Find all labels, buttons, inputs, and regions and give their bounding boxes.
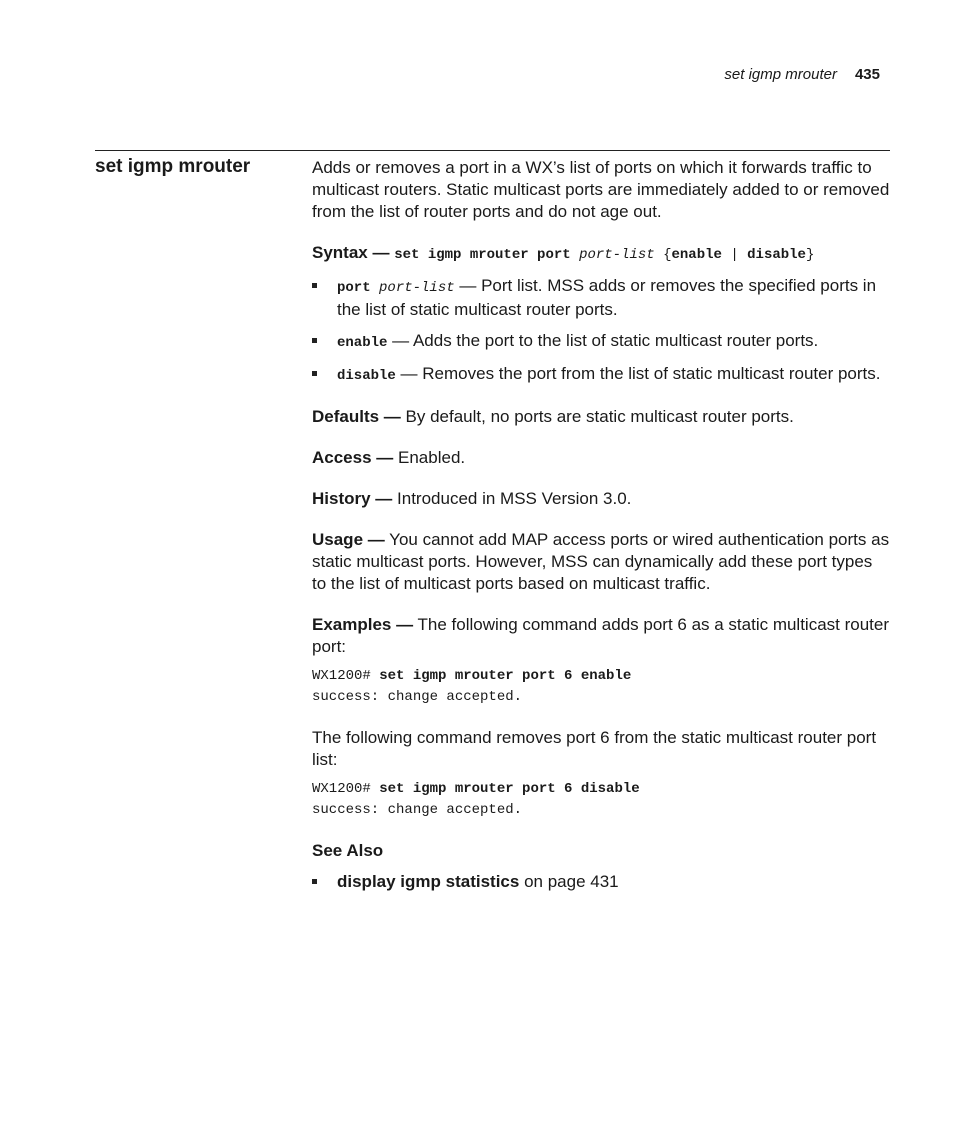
see-also-list [312, 871, 890, 893]
usage-text: You cannot add MAP access ports or wired authentication ports as static multicast ports. However, MSS can dynamically add these port types to the list of multicast ports based on multicast traffic. [312, 530, 890, 593]
history-text: Introduced in MSS Version 3.0. [397, 489, 632, 508]
code-example-enable [312, 666, 890, 708]
see-also-heading: See Also [312, 841, 384, 860]
param-description: — Port list. MSS adds or removes the specified ports in the list of static multicast router ports. [337, 276, 877, 319]
examples-paragraph-2: The following command removes port 6 from the static multicast router port list: [312, 728, 877, 769]
parameter-list [312, 275, 890, 387]
section-rule [95, 150, 890, 151]
history-label: History — [312, 489, 393, 508]
syntax-line [312, 242, 890, 266]
syntax-pipe: | [730, 247, 739, 263]
page-number: 435 [854, 66, 880, 83]
defaults-text: By default, no ports are static multicast router ports. [405, 407, 794, 426]
param-keyword: port [337, 280, 371, 296]
section-body [312, 157, 890, 893]
syntax-param: port-list [579, 247, 655, 263]
param-keyword: disable [337, 368, 396, 384]
list-item [312, 275, 890, 321]
cli-command: set igmp mrouter port 6 enable [379, 668, 632, 684]
running-header-title: set igmp mrouter [724, 66, 837, 83]
code-example-disable [312, 779, 890, 821]
section-title: set igmp mrouter [95, 156, 251, 177]
access-paragraph [312, 447, 890, 469]
list-item [312, 363, 890, 387]
history-paragraph [312, 488, 890, 510]
list-item [312, 330, 890, 354]
examples-label: Examples — [312, 615, 414, 634]
defaults-paragraph [312, 406, 890, 428]
param-description: — Adds the port to the list of static multicast router ports. [392, 331, 819, 350]
see-also-page-ref: on page 431 [519, 872, 619, 891]
intro-paragraph: Adds or removes a port in a WX’s list of ports on which it forwards traffic to multicast routers. Static multicast ports are immediately added to or removed from the list of router ports and do not age out. [312, 158, 890, 221]
access-text: Enabled. [398, 448, 466, 467]
param-keyword: enable [337, 335, 388, 351]
syntax-command: set igmp mrouter port [394, 247, 571, 263]
cli-prompt: WX1200# [312, 668, 380, 684]
cli-output: success: change accepted. [312, 689, 523, 705]
syntax-option-enable: enable [671, 247, 722, 263]
syntax-close-brace: } [805, 247, 815, 263]
running-header [724, 66, 880, 83]
param-arg: port-list [379, 280, 455, 296]
access-label: Access — [312, 448, 394, 467]
syntax-option-disable: disable [747, 247, 806, 263]
cli-output: success: change accepted. [312, 802, 523, 818]
cli-prompt: WX1200# [312, 781, 380, 797]
param-description: — Removes the port from the list of static multicast router ports. [400, 364, 881, 383]
syntax-label: Syntax — [312, 243, 390, 262]
usage-paragraph [312, 529, 890, 595]
defaults-label: Defaults — [312, 407, 401, 426]
examples-paragraph [312, 614, 890, 658]
examples-text: The following command adds port 6 as a static multicast router port: [312, 615, 890, 656]
usage-label: Usage — [312, 530, 385, 549]
see-also-link[interactable]: display igmp statistics [337, 872, 520, 891]
list-item [312, 871, 890, 893]
syntax-open-brace: { [663, 247, 672, 263]
cli-command: set igmp mrouter port 6 disable [379, 781, 640, 797]
